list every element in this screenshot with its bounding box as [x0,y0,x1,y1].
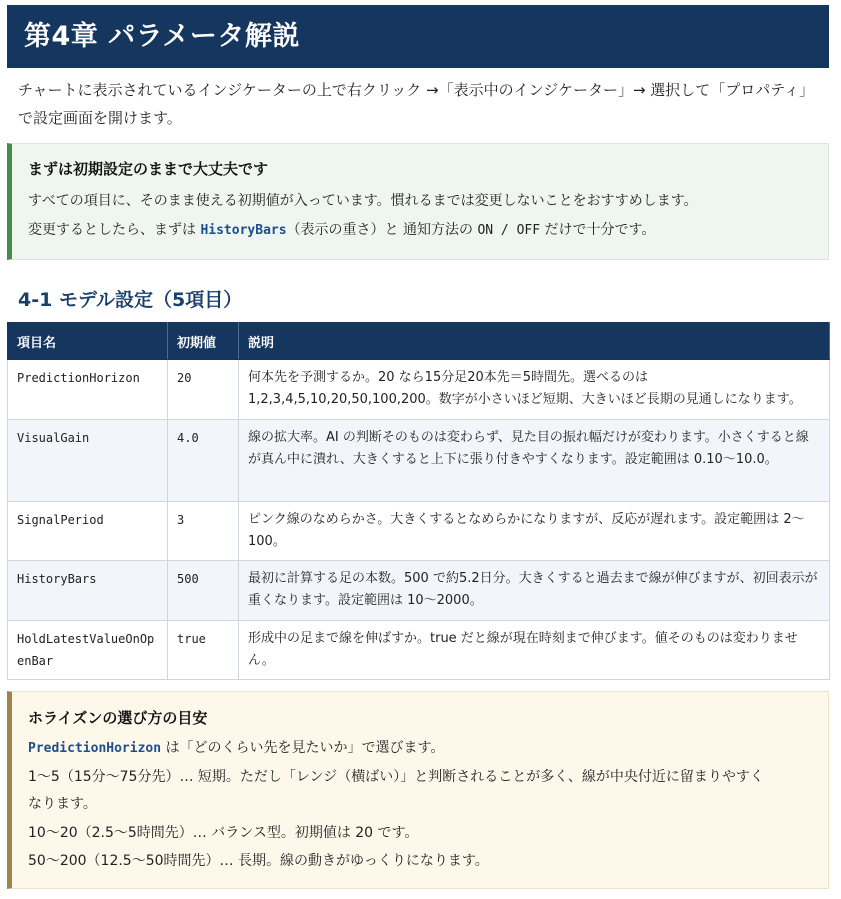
on-off-code: ON / OFF [477,223,541,238]
param-name: HoldLatestValueOnOpenBar [8,621,168,680]
param-default: true [168,621,239,680]
horizon-guide-title: ホライズンの選び方の目安 [28,709,208,727]
intro-text: チャートに表示されているインジケーターの上で右クリック →「表示中のインジケーター」→ 選択して「プロパティ」で設定画面を開けます。 [18,81,815,127]
table-row [8,621,830,680]
chapter-title: 第4章 パラメータ解説 [24,21,300,52]
note-line-1: すべての項目に、そのまま使える初期値が入っています。慣れるまでは変更しないことをおすすめします。 [28,193,698,209]
note-line-2-mid: （表示の重さ）と 通知方法の [286,222,478,238]
parameter-table [7,322,830,680]
param-default: 3 [168,502,239,561]
horizon-guide-box [7,691,829,889]
param-default: 20 [168,360,239,420]
horizon-line-2: 1〜5（15分〜75分先）… 短期。ただし「レンジ（横ばい）」と判断されることが多く、線が中央付近に留まりやすく [28,769,764,785]
horizon-line-1-text: は「どのくらい先を見たいか」で選びます。 [161,740,445,756]
note-line-2 [28,219,655,239]
horizon-line-4: 50〜200（12.5〜50時間先）… 長期。線の動きがゆっくりになります。 [28,853,489,869]
table-header-row [8,323,830,360]
note-line-2-post: だけで十分です。 [540,222,656,238]
horizon-line-2b: なります。 [28,796,97,812]
param-description: 最初に計算する足の本数。500 で約5.2日分。大きくすると過去まで線が伸びますが、初回表示が重くなります。設定範囲は 10〜2000。 [239,561,830,621]
horizon-line-3: 10〜20（2.5〜5時間先）… バランス型。初期値は 20 です。 [28,825,419,841]
param-name: HistoryBars [8,561,168,621]
table-row [8,502,830,561]
note-title: まずは初期設定のままで大丈夫です [28,160,269,178]
table-row [8,420,830,502]
chapter-banner [7,5,829,68]
recommendation-note [7,143,829,260]
section-heading: 4-1 モデル設定（5項目） [18,289,243,311]
note-line-2-pre: 変更するとしたら、まずは [28,222,201,238]
table-row [8,360,830,420]
header-description: 説明 [239,323,830,360]
param-description: 線の拡大率。AI の判断そのものは変わらず、見た目の振れ幅だけが変わります。小さくすると線が真ん中に潰れ、大きくすると上下に張り付きやすくなります。設定範囲は 0.10〜10.0。 [239,420,830,502]
table-row [8,561,830,621]
param-description: ピンク線のなめらかさ。大きくするとなめらかになりますが、反応が遅れます。設定範囲は 2〜100。 [239,502,830,561]
param-default: 500 [168,561,239,621]
param-description: 形成中の足まで線を伸ばすか。true だと線が現在時刻まで伸びます。値そのものは変わりません。 [239,621,830,680]
param-name: VisualGain [8,420,168,502]
prediction-horizon-code: PredictionHorizon [28,741,162,756]
header-name: 項目名 [8,323,168,360]
history-bars-code: HistoryBars [200,223,287,238]
param-name: PredictionHorizon [8,360,168,420]
param-default: 4.0 [168,420,239,502]
param-description: 何本先を予測するか。20 なら15分足20本先＝5時間先。選べるのは 1,2,3,4,5,10,20,50,100,200。数字が小さいほど短期、大きいほど長期の見通しになります。 [239,360,830,420]
horizon-line-1 [28,737,444,757]
header-default: 初期値 [168,323,239,360]
param-name: SignalPeriod [8,502,168,561]
